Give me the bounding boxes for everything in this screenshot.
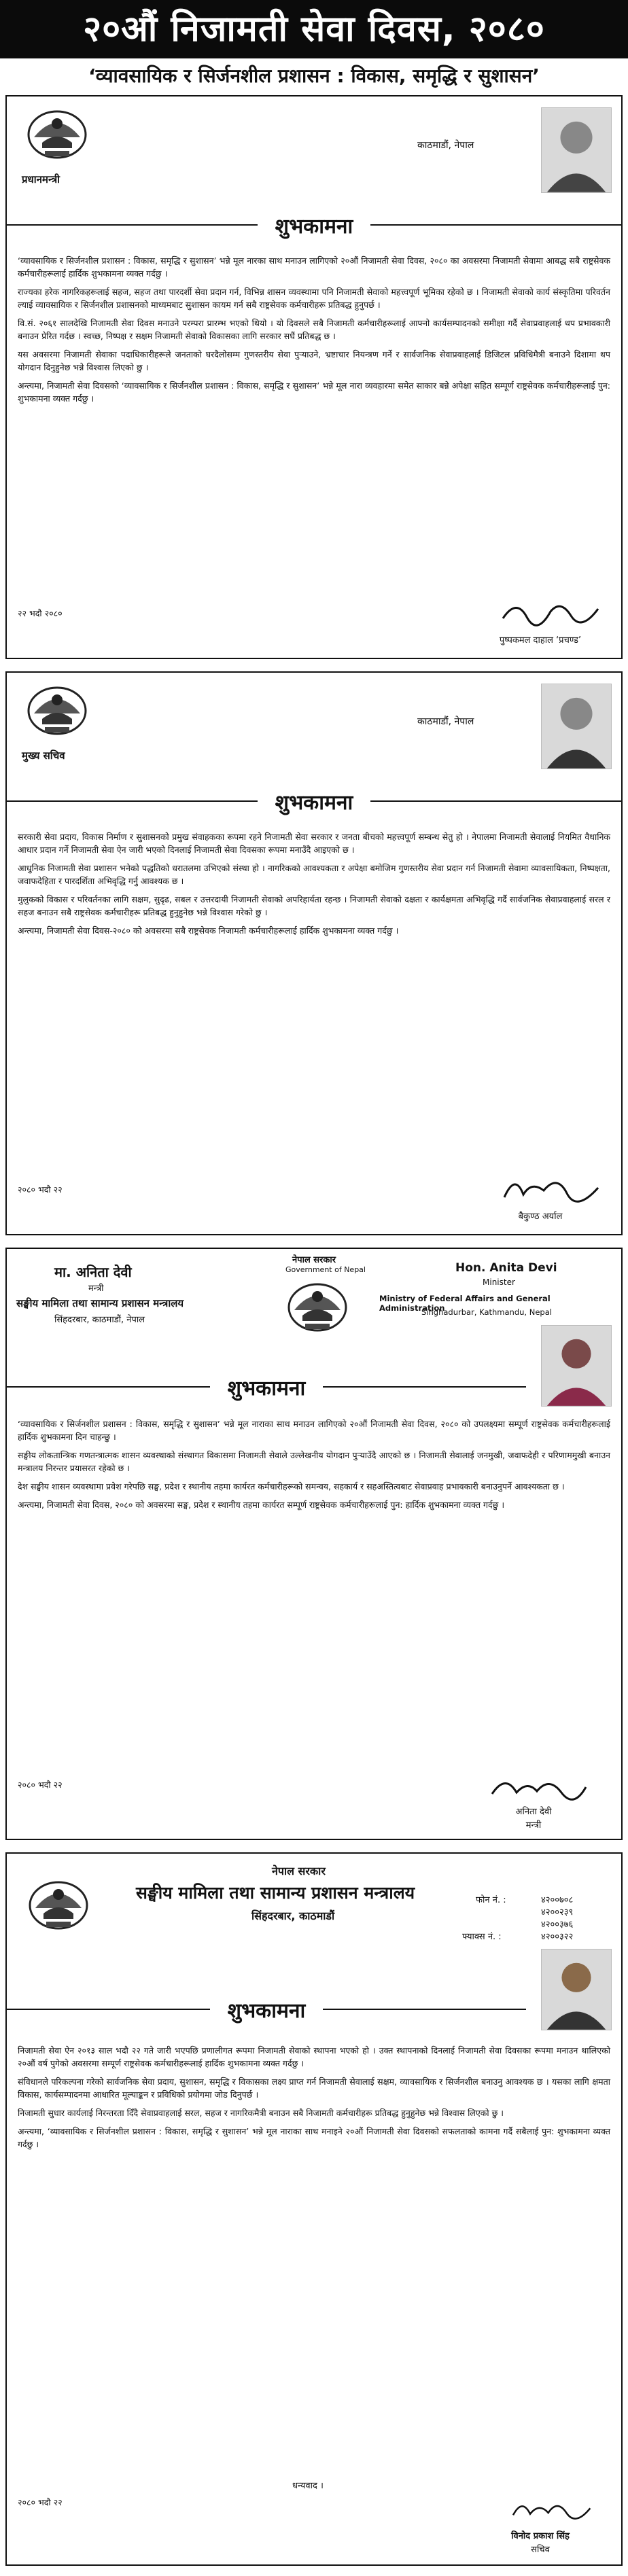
place-label: काठमाडौं, नेपाल [417,716,474,727]
gov-en: Government of Nepal [285,1265,366,1274]
date: २०८० भदौ २२ [18,2497,63,2507]
divider [7,2009,210,2010]
signature-icon [483,1765,591,1806]
paragraph: निजामती सुधार कार्यलाई निरन्तरता दिँदै सेवाप्रवाहलाई सरल, सहज र नागरिकमैत्री बनाउन सबै निजामती कर्मचारीहरू प्रतिबद्ध हुनुहुनेछ भन्ने विश्वास लिएको छु । [18,2108,504,2118]
ministry-np: सङ्घीय मामिला तथा सामान्य प्रशासन मन्त्रालय [136,1883,415,1903]
card-header [7,96,621,205]
phone-label: फोन नं. : [476,1895,506,1905]
paragraph: वि.सं. २०६१ सालदेखि निजामती सेवा दिवस मनाउने परम्परा प्रारम्भ भएको थियो । यो दिवसले सबै निजामती कर्मचारीहरूलाई आफ्नो कार्यसम्पादनको समीक्षा गर्दै सेवाप्रवाहलाई थप प्रभावकारी बनाउन प्रेरित गर्दछ । स्वच्छ, निष्पक्ष र सक्षम निजामती सेवाको विकासका लागि सरकार सधैं प्रतिबद्ध छ । [18,318,610,341]
message-body [18,254,610,410]
heading-row [7,205,621,245]
paragraph: सङ्घीय लोकतान्त्रिक गणतन्त्रात्मक शासन व्यवस्थाको संस्थागत विकासमा निजामती सेवाले उल्लेखनीय योगदान पुर्‍याउँदै आएको छ । निजामती सेवालाई जनमुखी, जवाफदेही र परिणाममुखी बनाउन मन्त्रालय निरन्तर प्रयासरत रहेको छ । [18,1450,610,1473]
heading: शुभकामना [275,214,353,239]
card-header [7,1249,621,1371]
nepal-emblem-icon [22,680,92,739]
nepal-emblem-icon [282,1276,353,1336]
date: २०८० भदौ २२ [18,1780,63,1790]
paragraph: अन्त्यमा, निजामती सेवा दिवसको ‘व्यावसायिक र सिर्जनशील प्रशासन : विकास, समृद्धि र सुशासन’ भन्ने मूल नारा व्यवहारमा समेत साकार बन्ने अपेक्षा सहित सम्पूर्ण राष्ट्रसेवक कर्मचारीहरूलाई पुन: शुभकामना व्यक्त गर्दछु । [18,381,610,404]
paragraph: आधुनिक निजामती सेवा प्रशासन भनेको पद्धतिको धरातलमा उभिएको संस्था हो । नागरिकको आवश्यकता र अपेक्षा बमोजिम गुणस्तरीय सेवा प्रदान गर्न निजामती सेवामा व्यावसायिकता, निष्पक्षता, जवाफदेहिता र पारदर्शिता अभिवृद्धि गर्नु आवश्यक छ । [18,863,610,886]
paragraph: मुलुकको विकास र परिवर्तनका लागि सक्षम, सुदृढ, सबल र उत्तरदायी निजामती सेवाको अपरिहार्यता रहन्छ । निजामती सेवाको दक्षता र कार्यक्षमता अभिवृद्धि गर्दै सार्वजनिक सेवाप्रवाहलाई सरल र सहज बनाउन सबै राष्ट्रसेवक कर्मचारीहरू प्रतिबद्ध हुनुहुनेछ भन्ने विश्वास गरेको छु । [18,894,610,917]
divider [323,1386,526,1388]
signer-name: विनोद प्रकाश सिंह [511,2531,570,2541]
date: २२ भदौ २०८० [18,608,63,618]
signer-name: अनिता देवी [515,1807,552,1817]
gov-np: नेपाल सरकार [272,1865,326,1877]
nepal-emblem-icon [22,103,92,163]
paragraph: अन्त्यमा, निजामती सेवा दिवस-२०८० को अवसरमा सबै राष्ट्रसेवक निजामती कर्मचारीहरूलाई हार्दिक शुभकामना व्यक्त गर्दछु । [18,925,399,936]
minister-title-np: मन्त्री [88,1284,104,1294]
heading-row [7,1367,621,1407]
address-np: सिंहदरबार, काठमाडौं [251,1909,335,1922]
role-label: प्रधानमन्त्री [22,173,60,186]
phone-2: ४२००२३९ [541,1907,574,1918]
address-en: Singhadurbar, Kathmandu, Nepal [421,1307,552,1317]
signer-name: बैकुण्ठ अर्याल [518,1212,563,1222]
heading: शुभकामना [227,1376,306,1400]
paragraph: निजामती सेवा ऐन २०१३ साल भदौ २२ गते जारी भएपछि प्रणालीगत रूपमा निजामती सेवाको स्थापना भएको हो । उक्त स्थापनाको दिनलाई निजामती सेवा दिवसका रूपमा मनाउन थालिएको २०औं वर्ष पुगेको अवसरमा सम्पूर्ण राष्ट्रसेवक कर्मचारीहरूलाई हार्दिक शुभकामना व्यक्त गर्दछु । [18,2045,610,2068]
heading: शुभकामना [275,790,353,815]
card-header [7,1854,621,1990]
portrait-photo [541,107,612,193]
heading-row [7,781,621,821]
minister-name-np: मा. अनिता देवी [54,1264,132,1280]
signature-icon [496,1167,605,1208]
card-chief-secretary [5,671,623,1235]
divider [7,800,258,802]
divider [370,800,621,802]
date: २०८० भदौ २२ [18,1184,63,1195]
signer-title: सचिव [531,2545,550,2555]
paragraph: अन्त्यमा, निजामती सेवा दिवस, २०८० को अवसरमा सङ्घ, प्रदेश र स्थानीय तहमा कार्यरत सम्पूर्ण राष्ट्रसेवक कर्मचारीहरूलाई पुन: हार्दिक शुभकामना व्यक्त गर्दछु । [18,1500,505,1510]
paragraph: ‘व्यावसायिक र सिर्जनशील प्रशासन : विकास, समृद्धि र सुशासन’ भन्ने मूल नारका साथ मनाउन लागिएको २०औं निजामती सेवा दिवस, २०८० का अवसरमा निजामती सेवामा आबद्ध सबै राष्ट्रसेवक कर्मचारीहरूलाई हार्दिक शुभकामना व्यक्त गर्दछु । [18,255,610,279]
ministry-en: Ministry of Federal Affairs and General Administration [379,1294,551,1313]
heading-row [7,1990,621,2029]
message-body [18,2044,610,2156]
card-prime-minister [5,95,623,659]
paragraph: यस अवसरमा निजामती सेवाका पदाधिकारीहरूले जनताको घरदैलोसम्म गुणस्तरीय सेवा पुर्‍याउने, भ्रष्टाचार नियन्त्रण गर्ने र सार्वजनिक सेवाप्रवाहलाई डिजिटल प्रविधिमैत्री बनाउने दिशामा थप योगदान दिनुहुनेछ भन्ने विश्वास लिएको छु । [18,349,610,372]
minister-title-en: Minister [483,1277,515,1287]
phone-1: ४२००७०८ [541,1895,574,1905]
closing: धन्यवाद । [292,2481,324,2491]
signature-icon [496,2492,605,2526]
card-minister [5,1248,623,1840]
gov-np: नेपाल सरकार [292,1255,336,1265]
paragraph: देश सङ्घीय शासन व्यवस्थामा प्रवेश गरेपछि सङ्घ, प्रदेश र स्थानीय तहमा कार्यरत कर्मचारीहरूको समन्वय, सहकार्य र सहअस्तित्वबाट सेवाप्रवाह प्रभावकारी बनाउनुपर्ने आवश्यकता छ । [18,1481,565,1492]
divider [7,224,258,226]
signature-icon [496,591,605,632]
paragraph: अन्त्यमा, ‘व्यावसायिक र सिर्जनशील प्रशासन : विकास, समृद्धि र सुशासन’ भन्ने मूल नाराका साथ मनाइने २०औं निजामती सेवा दिवसको सफलताको कामना गर्दै सबैलाई पुन: शुभकामना व्यक्त गर्दछु । [18,2126,610,2149]
ministry-np: सङ्घीय मामिला तथा सामान्य प्रशासन मन्त्रालय [16,1297,184,1309]
fax-number: ४२००३२२ [541,1932,574,1942]
divider [370,224,621,226]
card-secretary [5,1852,623,2566]
fax-label: फ्याक्स नं. : [462,1932,502,1942]
signer-title: मन्त्री [525,1820,542,1831]
place-label: काठमाडौं, नेपाल [417,140,474,151]
divider [7,1386,210,1388]
phone-3: ४२००३७६ [541,1920,574,1930]
role-label: मुख्य सचिव [22,749,65,762]
paragraph: राज्यका हरेक नागरिकहरूलाई सहज, सहज तथा पारदर्शी सेवा प्रदान गर्न, विभिन्न शासन व्यवस्थामा पनि निजामती सेवाको महत्त्वपूर्ण भूमिका रहेको छ । निजामती सेवाको कार्य संस्कृतिमा परिवर्तन ल्याई व्यावसायिक र सिर्जनशील प्रशासनको माध्यमबाट सुशासन कायम गर्न सबै राष्ट्रसेवक कर्मचारीहरू प्रतिबद्ध हुनुपर्छ । [18,287,610,310]
heading: शुभकामना [227,1998,306,2023]
paragraph: ‘व्यावसायिक र सिर्जनशील प्रशासन : विकास, समृद्धि र सुशासन’ भन्ने मूल नाराका साथ मनाउन लागिएको २०औं निजामती सेवा दिवस, २०८० को उपलक्ष्यमा सम्पूर्ण राष्ट्रसेवक कर्मचारीहरूलाई हार्दिक शुभकामना दिन चाहन्छु । [18,1419,610,1442]
message-body [18,830,610,942]
signer-name: पुष्पकमल दाहाल ‘प्रचण्ड’ [499,635,582,646]
slogan: ‘व्यावसायिक र सिर्जनशील प्रशासन : विकास, समृद्धि र सुशासन’ [88,65,540,87]
banner-title: २०औं निजामती सेवा दिवस, २०८० [0,0,628,58]
nepal-emblem-icon [23,1874,94,1934]
address-np: सिंहदरबार, काठमाडौं, नेपाल [54,1315,145,1325]
card-header [7,673,621,781]
minister-name-en: Hon. Anita Devi [455,1261,557,1275]
paragraph: संविधानले परिकल्पना गरेको सार्वजनिक सेवा प्रदाय, सुशासन, समृद्धि र विकासका लक्ष्य प्राप्त गर्न निजामती सेवालाई सक्षम, व्यावसायिक र सिर्जनशील बनाउनु आवश्यक छ । यसका लागि क्षमता विकास, कार्यसम्पादनमा आधारित मूल्याङ्कन र प्रविधिको प्रयोगमा जोड दिनुपर्छ । [18,2077,610,2100]
message-body [18,1417,610,1517]
divider [323,2009,526,2010]
paragraph: सरकारी सेवा प्रदाय, विकास निर्माण र सुशासनको प्रमुख संवाहकका रूपमा रहने निजामती सेवा सरकार र जनता बीचको महत्त्वपूर्ण सम्बन्ध सेतु हो । नेपालमा निजामती सेवालाई नियमित वैधानिक आधार प्रदान गर्ने निजामती सेवा ऐन जारी भएको दिनलाई निजामती सेवा दिवसका रूपमा मनाउँदै आइएको छ । [18,832,610,855]
portrait-photo [541,684,612,769]
